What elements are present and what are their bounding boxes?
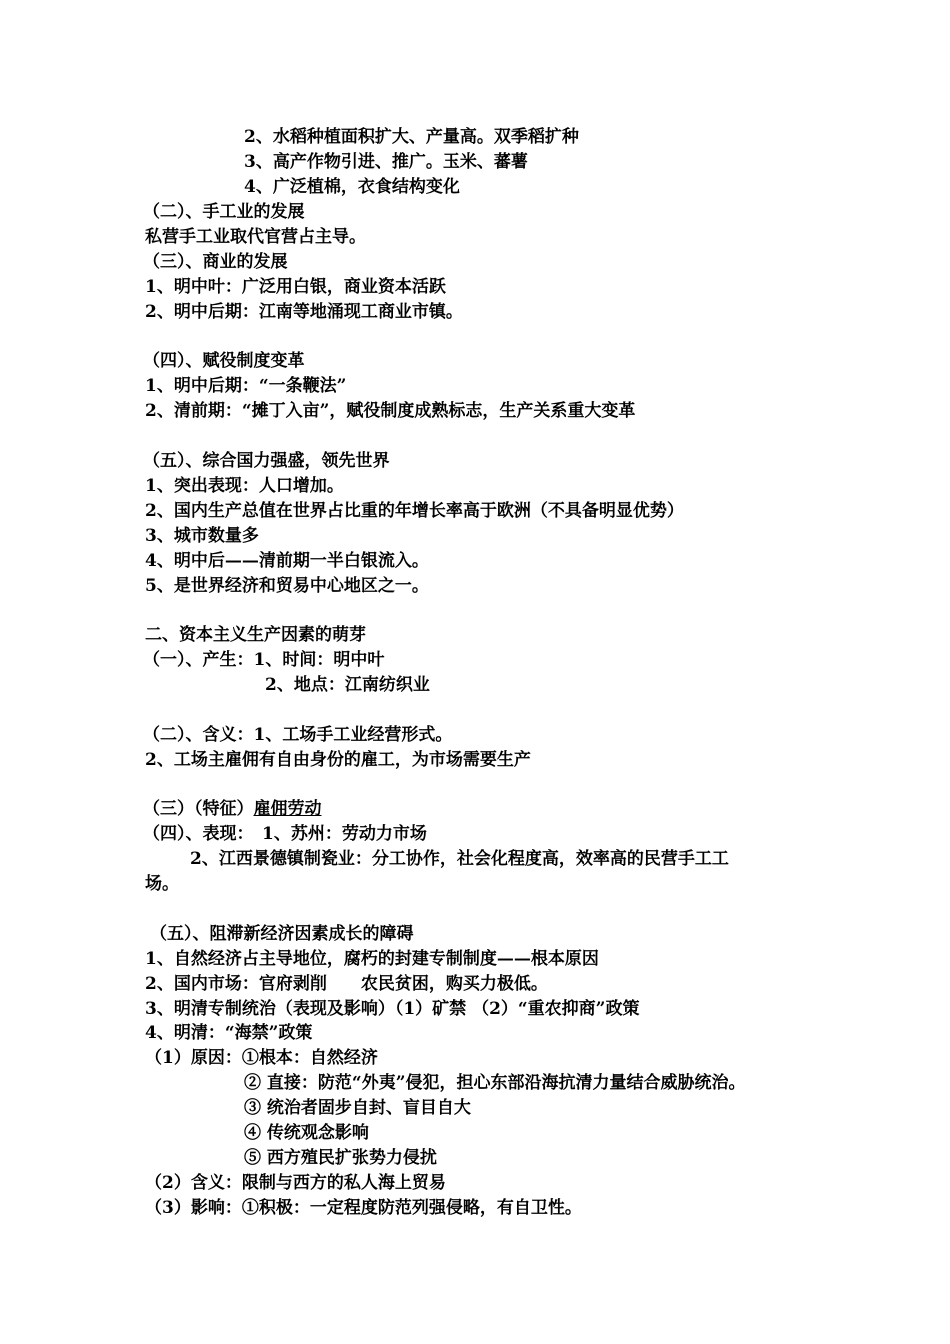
text-line: 2、清前期：“摊丁入亩”，赋役制度成熟标志，生产关系重大变革 — [145, 401, 636, 421]
text-line: ③ 统治者固步自封、盲目自大 — [244, 1098, 471, 1118]
text-line: （1）原因：①根本：自然经济 — [145, 1048, 378, 1068]
section-heading: （二）、含义：1、工场手工业经营形式。 — [143, 725, 453, 745]
text-line: ② 直接：防范“外夷”侵犯，担心东部沿海抗清力量结合威胁统治。 — [244, 1073, 746, 1093]
section-heading: （一）、产生：1、时间：明中叶 — [143, 650, 385, 670]
text-line: 1、明中叶：广泛用白银，商业资本活跃 — [145, 277, 446, 297]
heading-prefix: （三）（特征） — [143, 799, 254, 819]
text-line: 1、明中后期：“一条鞭法” — [145, 376, 347, 396]
section-heading: （二）、手工业的发展 — [143, 202, 305, 222]
text-line: 5、是世界经济和贸易中心地区之一。 — [145, 576, 429, 596]
text-line: 4、广泛植棉，衣食结构变化 — [244, 177, 460, 197]
section-heading: （五）、综合国力强盛，领先世界 — [143, 451, 390, 471]
text-line: 1、自然经济占主导地位，腐朽的封建专制制度——根本原因 — [145, 949, 599, 969]
text-line: 2、国内市场：官府剥削 农民贫困，购买力极低。 — [145, 974, 548, 994]
text-line: 2、水稻种植面积扩大、产量高。双季稻扩种 — [244, 127, 579, 147]
text-line: 3、城市数量多 — [145, 526, 259, 546]
underlined-term: 雇佣劳动 — [253, 799, 322, 819]
text-line: 2、明中后期：江南等地涌现工商业市镇。 — [145, 302, 463, 322]
section-heading: （四）、表现： 1、苏州：劳动力市场 — [143, 824, 427, 844]
section-heading: （三）、商业的发展 — [143, 252, 288, 272]
section-heading — [143, 798, 322, 820]
section-heading: （五）、阻滞新经济因素成长的障碍 — [150, 924, 414, 944]
text-line: （3）影响：①积极：一定程度防范列强侵略，有自卫性。 — [145, 1198, 582, 1218]
text-line: ④ 传统观念影响 — [244, 1123, 369, 1143]
text-line: ⑤ 西方殖民扩张势力侵扰 — [244, 1148, 437, 1168]
text-line: 4、明中后——清前期一半白银流入。 — [145, 551, 429, 571]
text-line: 2、国内生产总值在世界占比重的年增长率高于欧洲（不具备明显优势） — [145, 501, 684, 521]
text-line: 2、工场主雇佣有自由身份的雇工，为市场需要生产 — [145, 750, 531, 770]
text-line: 场。 — [145, 874, 179, 894]
text-line: （2）含义：限制与西方的私人海上贸易 — [145, 1173, 446, 1193]
chapter-heading: 二、资本主义生产因素的萌芽 — [145, 625, 366, 645]
text-line: 1、突出表现：人口增加。 — [145, 476, 344, 496]
text-line: 2、江西景德镇制瓷业：分工协作，社会化程度高，效率高的民营手工工 — [190, 849, 729, 869]
text-line: 4、明清：“海禁”政策 — [145, 1023, 313, 1043]
section-heading: （四）、赋役制度变革 — [143, 351, 305, 371]
text-line: 私营手工业取代官营占主导。 — [145, 227, 366, 247]
text-line: 3、高产作物引进、推广。玉米、蕃薯 — [244, 152, 528, 172]
text-line: 2、地点：江南纺织业 — [265, 675, 430, 695]
text-line: 3、明清专制统治（表现及影响）（1）矿禁 （2）“重农抑商”政策 — [145, 999, 640, 1019]
